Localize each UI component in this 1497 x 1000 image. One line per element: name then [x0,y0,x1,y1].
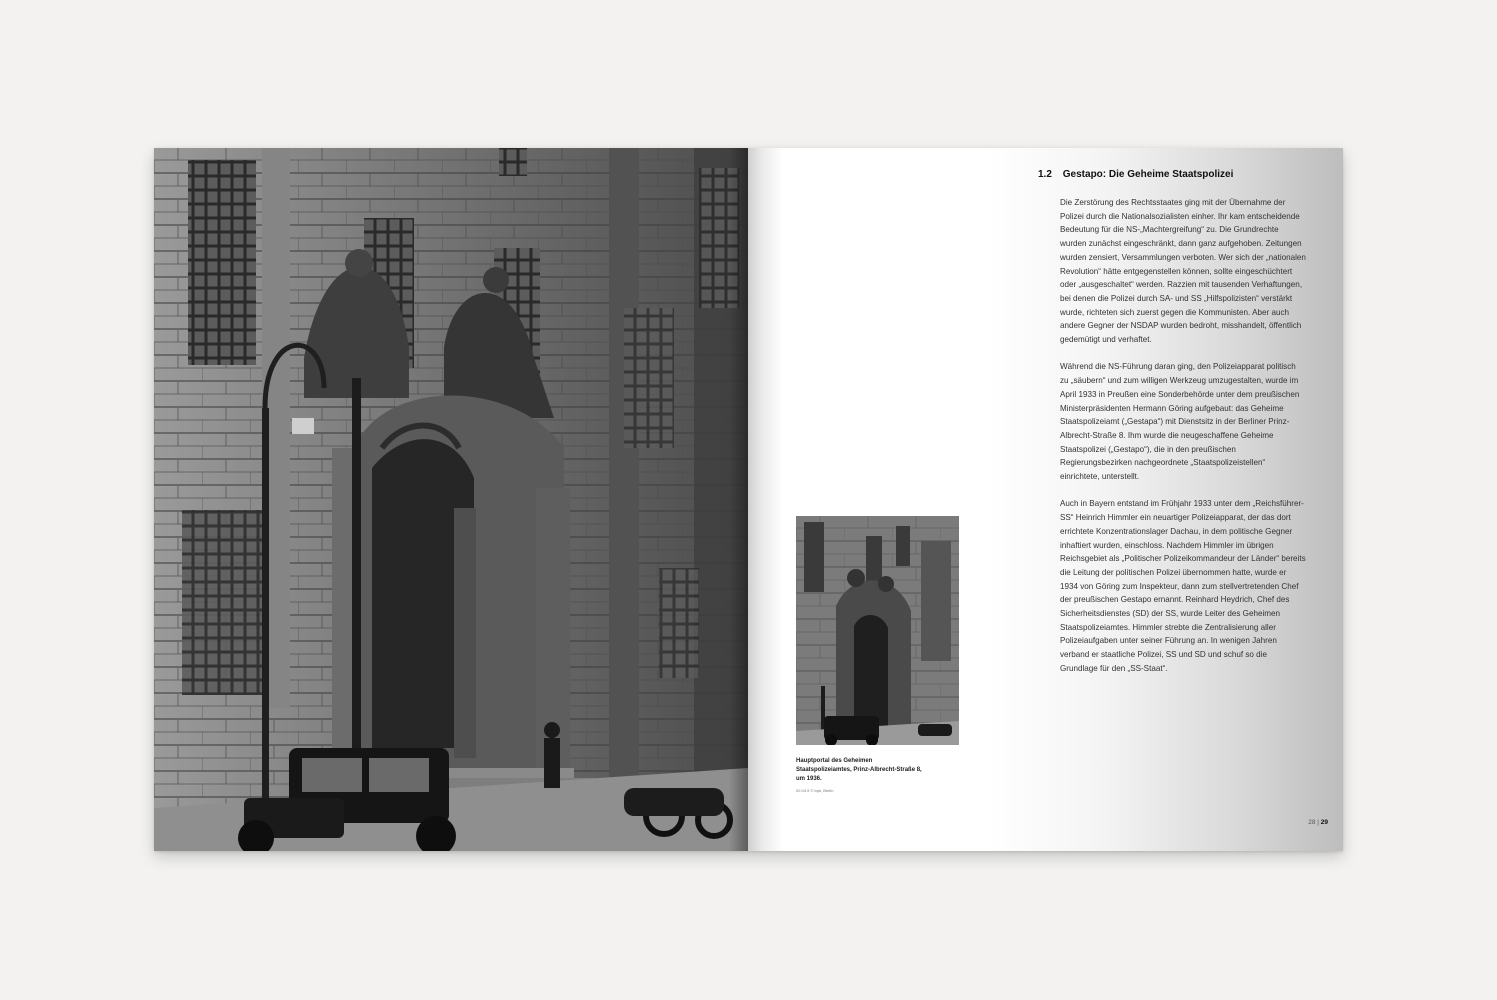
right-page [748,148,1343,851]
left-page [154,148,748,851]
building-photo [154,148,748,851]
paragraph-2: Während die NS-Führung daran ging, den Polizeiapparat politisch zu „säubern“ und zum willigen Werkzeug umzugestalten, wurde im April 1933 in Preußen eine Sonderbehörde unter dem preußischen Ministerpräsidenten Hermann Göring aufgebaut: das Geheime Staatspolizeiamt („Gestapa“) mit Dienstsitz in der Berliner Prinz-Albrecht-Straße 8. Ihm wurde die neugeschaffene Geheime Staatspolizei („Gestapo“), die in den preußischen Regierungsbezirken nachgeordnete „Staatspolizeistellen“ einrichtete, unterstellt. [1060,362,1300,482]
photo-caption: Hauptportal des Geheimen Staatspolizeiamtes, Prinz-Albrecht-Straße 8, um 1936. [796,758,922,782]
gutter-shadow [729,148,748,851]
section-number: 1.2 [1038,169,1052,180]
section-title: Gestapo: Die Geheime Staatspolizei [1062,169,1234,180]
page-number-left: 28 [1308,819,1316,826]
small-building-photo [796,516,959,745]
paragraph-3: Auch in Bayern entstand im Frühjahr 1933 unter dem „Reichsführer-SS“ Heinrich Himmler ein neuartiger Polizeiapparat, der das dort errichtete Konzentrationslager Dachau, in dem politische Gegner inhaftiert wurden, einschloss. Nachdem Himmler im übrigen Reichsgebiet als „Politischer Polizeikommandeur der Länder“ bereits die Leitung der politischen Polizei übernommen hatte, wurde er 1934 von Göring zum Inspekteur, dann zum stellvertretenden Chef der preußischen Gestapo ernannt. Reinhard Heydrich, Chef des Sicherheitsdienstes (SD) der SS, wurde Leiter des Geheimen Staatspolizeiamtes. Himmler strebte die Zentralisierung aller Polizeiaufgaben unter seiner Führung an. In wenigen Jahren verband er staatliche Polizei, SS und SD und schuf so die Grundlage für den „SS-Staat“. [1060,499,1306,673]
page-number-right: 29 [1320,819,1328,826]
page-numbers [1288,819,1328,826]
paragraph-1: Die Zerstörung des Rechtsstaates ging mit der Übernahme der Polizei durch die Nationalsozialisten einher. Ihr kam entscheidende Bedeutung für die NS-„Machtergreifung“ zu. Die Grundrechte wurden zunächst eingeschränkt, dann ganz aufgehoben. Zeitungen wurden zensiert, Versammlungen verboten. Wer sich der „nationalen Revolution“ hätte entgegenstellen können, sollte eingeschüchtert oder „ausgeschaltet“ werden. Razzien mit tausenden Verhaftungen, bei denen die Polizei durch SA- und SS „Hilfspolizisten“ verstärkt wurde, richteten sich zuerst gegen die Kommunisten. Aber auch andere Gegner der NSDAP wurden bedroht, misshandelt, öffentlich gedemütigt und verhaftet. [1060,198,1306,345]
body-text [1060,196,1306,689]
photo-credit: 02.04.9 © bpk, Berlin [796,788,834,793]
page-number-separator: | [1317,819,1319,826]
open-book [154,148,1343,851]
section-heading [1038,169,1328,180]
